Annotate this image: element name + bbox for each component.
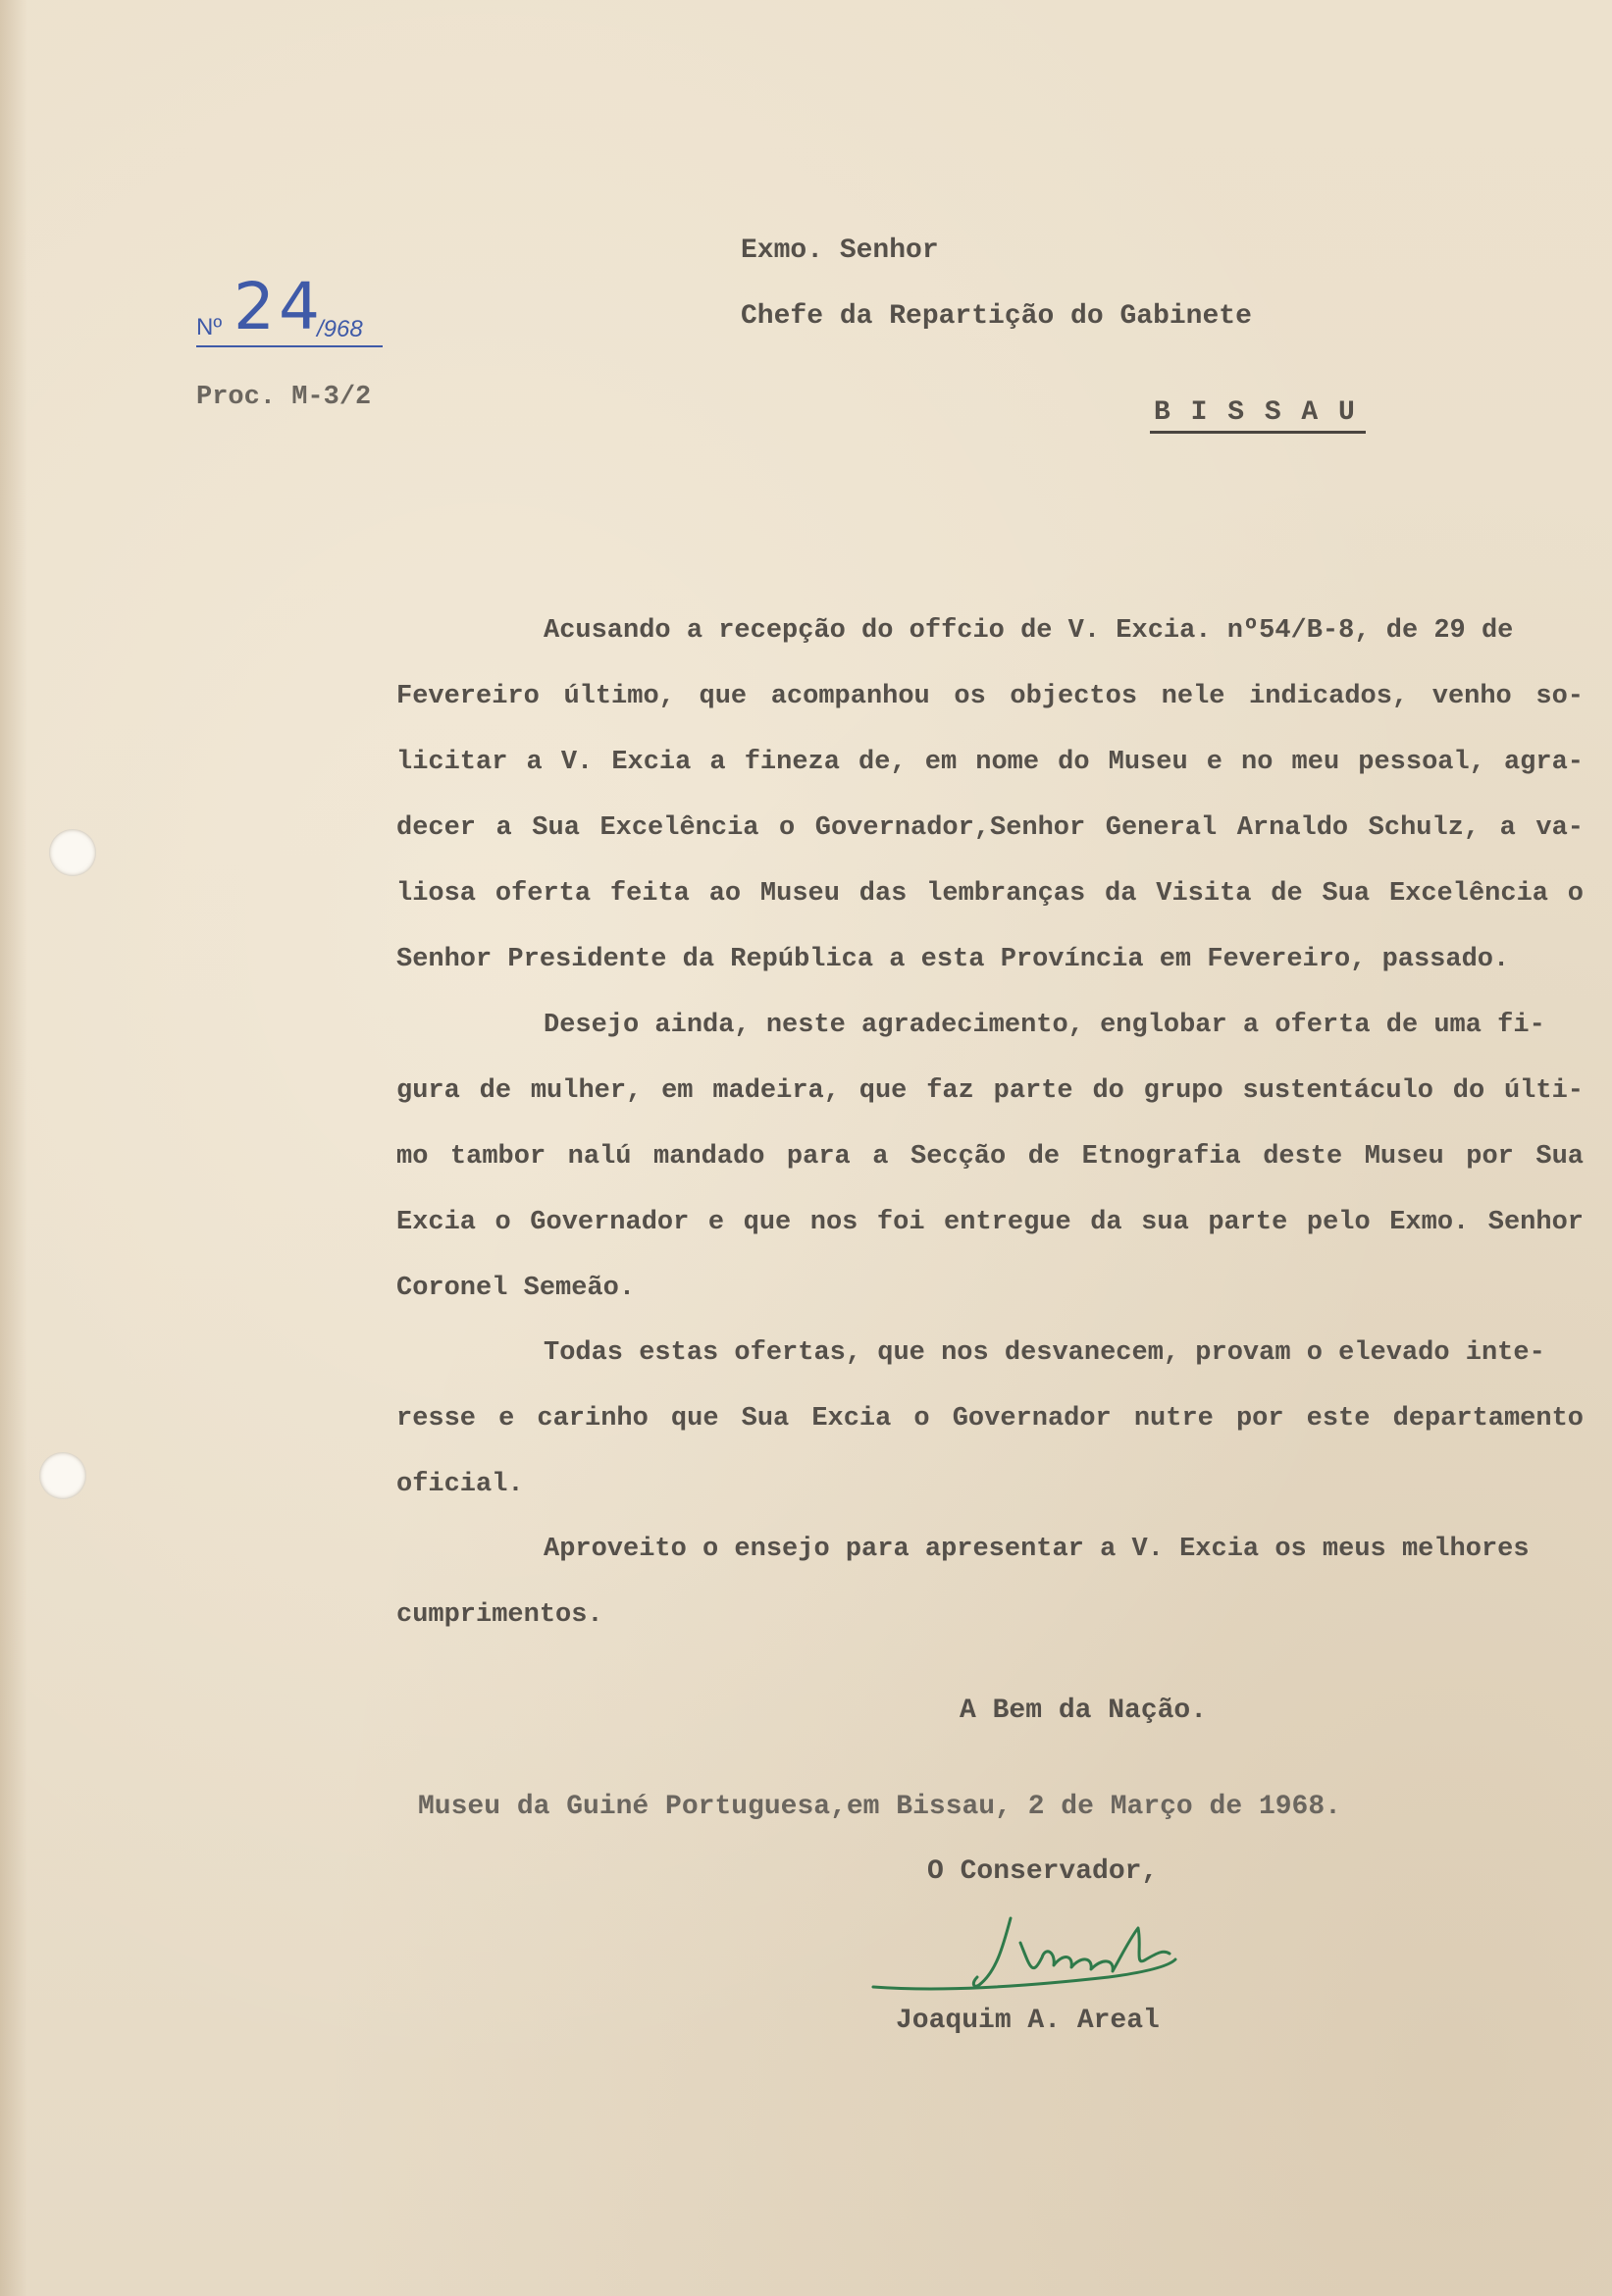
addressee-title: Chefe da Repartição do Gabinete bbox=[741, 301, 1252, 332]
paragraph-line: oficial. bbox=[396, 1470, 524, 1499]
paragraph-line: liosa oferta feita ao Museu das lembranças da Visita de Sua Excelência o bbox=[396, 879, 1584, 909]
place-and-date: Museu da Guiné Portuguesa,em Bissau, 2 de Março de 1968. bbox=[418, 1792, 1341, 1822]
paragraph-line: Excia o Governador e que nos foi entregue da sua parte pelo Exmo. Senhor bbox=[396, 1208, 1584, 1237]
paragraph-line: Senhor Presidente da República a esta Província em Fevereiro, passado. bbox=[396, 945, 1510, 974]
city-underline bbox=[1150, 431, 1366, 434]
paragraph-line: Acusando a recepção do offcio de V. Excia. nº54/B-8, de 29 de bbox=[544, 616, 1514, 646]
paragraph-line: resse e carinho que Sua Excia o Governador nutre por este departamento bbox=[396, 1404, 1584, 1434]
punch-hole-lower bbox=[39, 1452, 86, 1499]
paragraph-line: Aproveito o ensejo para apresentar a V. Excia os meus melhores bbox=[544, 1535, 1530, 1564]
body-paragraph-4 bbox=[396, 1517, 1584, 1648]
paragraph-line: Coronel Semeão. bbox=[396, 1274, 636, 1303]
paragraph-line: Todas estas ofertas, que nos desvanecem, provam o elevado inte- bbox=[544, 1338, 1545, 1368]
paper-edge-shadow bbox=[0, 0, 27, 2296]
paragraph-line: mo tambor nalú mandado para a Secção de Etnografia deste Museu por Sua bbox=[396, 1142, 1584, 1172]
closing-salutation: A Bem da Nação. bbox=[960, 1696, 1208, 1726]
paragraph-line: Desejo ainda, neste agradecimento, englobar a oferta de uma fi- bbox=[544, 1011, 1545, 1040]
addressee-city: B I S S A U bbox=[1154, 397, 1357, 428]
reference-prefix: Nº bbox=[196, 314, 223, 340]
signer-name: Joaquim A. Areal bbox=[896, 2006, 1160, 2036]
paragraph-line: cumprimentos. bbox=[396, 1600, 603, 1630]
process-number: Proc. M-3/2 bbox=[196, 383, 372, 412]
body-paragraph-2 bbox=[396, 993, 1584, 1322]
paragraph-line: gura de mulher, em madeira, que faz parte do grupo sustentáculo do últi- bbox=[396, 1076, 1584, 1106]
body-paragraph-3 bbox=[396, 1321, 1584, 1518]
handwritten-signature bbox=[863, 1899, 1197, 2016]
paragraph-line: licitar a V. Excia a fineza de, em nome do Museu e no meu pessoal, agra- bbox=[396, 748, 1584, 777]
reference-underline bbox=[196, 345, 383, 347]
addressee-salutation: Exmo. Senhor bbox=[741, 235, 939, 266]
paragraph-line: decer a Sua Excelência o Governador,Senhor General Arnaldo Schulz, a va- bbox=[396, 813, 1584, 843]
reference-year: /968 bbox=[317, 316, 363, 342]
body-paragraph-1 bbox=[396, 599, 1584, 993]
reference-number: 24 bbox=[234, 269, 324, 344]
punch-hole-upper bbox=[49, 829, 96, 876]
signer-role: O Conservador, bbox=[927, 1856, 1159, 1887]
paragraph-line: Fevereiro último, que acompanhou os objectos nele indicados, venho so- bbox=[396, 682, 1584, 711]
